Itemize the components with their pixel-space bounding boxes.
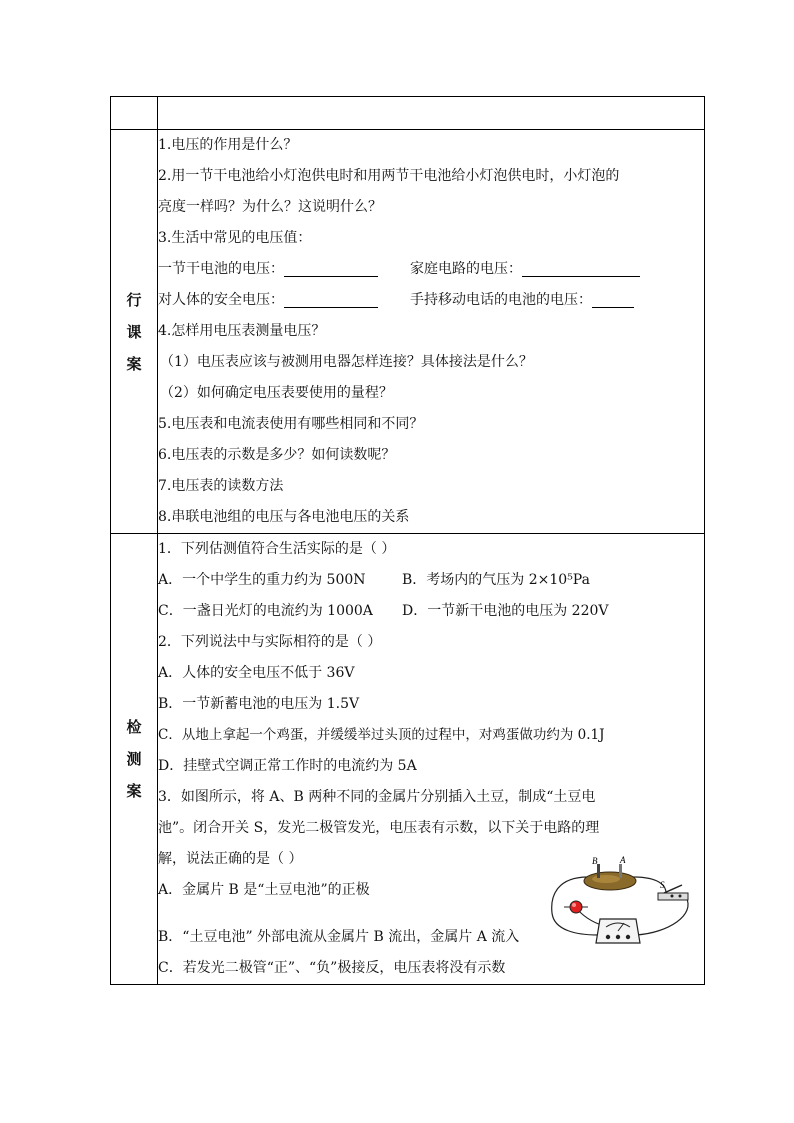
- metal-plate-b: [597, 864, 600, 878]
- question-line: 6.电压表的示数是多少？如何读数呢？: [158, 447, 396, 463]
- question-line: （1）电压表应该与被测用电器怎样连接？具体接法是什么？: [160, 354, 533, 370]
- xingkean-label: [111, 130, 158, 534]
- q3-option-c: C．若发光二极管“正”、“负”极接反，电压表将没有示数: [158, 960, 506, 976]
- label-char: 测: [126, 750, 142, 768]
- potato-highlight: [592, 875, 620, 883]
- blank-pair: [158, 254, 704, 285]
- blank-label: 对人体的安全电压：: [158, 292, 284, 308]
- q2-option-a: A．人体的安全电压不低于 36V: [158, 665, 355, 681]
- label-char: 课: [126, 322, 142, 341]
- jiancean-label: [111, 534, 158, 985]
- blank-label: 家庭电路的电压：: [410, 261, 522, 277]
- blank-pair: [158, 285, 704, 316]
- question-line: 5.电压表和电流表使用有哪些相同和不同？: [158, 416, 424, 432]
- led-icon: [570, 901, 582, 913]
- q2-option-c: C．从地上拿起一个鸡蛋，并缓缓举过头顶的过程中，对鸡蛋做功约为 0.1J: [158, 727, 605, 743]
- blank-label: 一节干电池的电压：: [158, 261, 284, 277]
- q3-stem-line: 池”。闭合开关 S，发光二极管发光，电压表有示数，以下关于电路的理: [158, 820, 600, 836]
- q3-stem-line: 3．如图所示，将 A、B 两种不同的金属片分别插入土豆，制成“土豆电: [158, 789, 596, 805]
- answer-blank[interactable]: [284, 260, 378, 277]
- q1-options-ab: [158, 565, 704, 596]
- q1-option-b: B．考场内的气压为 2×10⁵Pa: [402, 572, 590, 588]
- q3-stem-line: 解，说法正确的是（ ）: [158, 851, 303, 867]
- xingkean-row: [111, 130, 705, 534]
- q2-option-d: D．挂壁式空调正常工作时的电流约为 5A: [158, 758, 417, 774]
- q3-option-b: B．“土豆电池” 外部电流从金属片 B 流出，金属片 A 流入: [158, 929, 520, 945]
- question-line: 4.怎样用电压表测量电压？: [158, 323, 326, 339]
- answer-blank[interactable]: [284, 291, 378, 308]
- label-char: 案: [126, 782, 142, 800]
- q1-option-c: C．一盏日光灯的电流约为 1000A: [158, 603, 373, 619]
- q2-option-b: B．一节新蓄电池的电压为 1.5V: [158, 696, 360, 712]
- question-line: 1.电压的作用是什么？: [158, 137, 298, 153]
- blank-label: 手持移动电话的电池的电压：: [410, 292, 592, 308]
- q1-option-a: A．一个中学生的重力约为 500N: [158, 572, 366, 588]
- label-char: 检: [126, 718, 142, 736]
- switch-lever: [664, 885, 682, 893]
- q1-stem: 1．下列估测值符合生活实际的是（ ）: [158, 541, 396, 557]
- header-cell-right: [158, 97, 705, 130]
- potato-battery-circuit-figure: [548, 855, 698, 947]
- label-char: 行: [126, 290, 142, 309]
- q3-option-a: A．金属片 B 是“土豆电池”的正极: [158, 882, 370, 898]
- q2-stem: 2．下列说法中与实际相符的是（ ）: [158, 634, 382, 650]
- label-char: 案: [126, 354, 142, 373]
- question-line: 亮度一样吗？为什么？这说明什么？: [158, 199, 382, 215]
- label-a: A: [620, 855, 626, 865]
- wire: [636, 897, 688, 935]
- label-b: B: [592, 856, 598, 866]
- label-s: S: [660, 880, 665, 890]
- question-line: 8.串联电池组的电压与各电池电压的关系: [158, 509, 410, 525]
- metal-plate-a: [619, 864, 622, 878]
- lesson-table: [110, 96, 705, 985]
- answer-blank[interactable]: [522, 260, 640, 277]
- q1-options-cd: [158, 596, 704, 627]
- question-line: （2）如何确定电压表要使用的量程？: [160, 385, 393, 401]
- question-line: 3.生活中常见的电压值：: [158, 230, 312, 246]
- q1-option-d: D．一节新干电池的电压为 220V: [402, 603, 609, 619]
- answer-blank[interactable]: [592, 291, 634, 308]
- question-line: 7.电压表的读数方法: [158, 478, 284, 494]
- question-line: 2.用一节干电池给小灯泡供电时和用两节干电池给小灯泡供电时，小灯泡的: [158, 168, 620, 184]
- xingkean-content: [158, 130, 705, 534]
- header-row: [111, 97, 705, 130]
- header-cell-left: [111, 97, 158, 130]
